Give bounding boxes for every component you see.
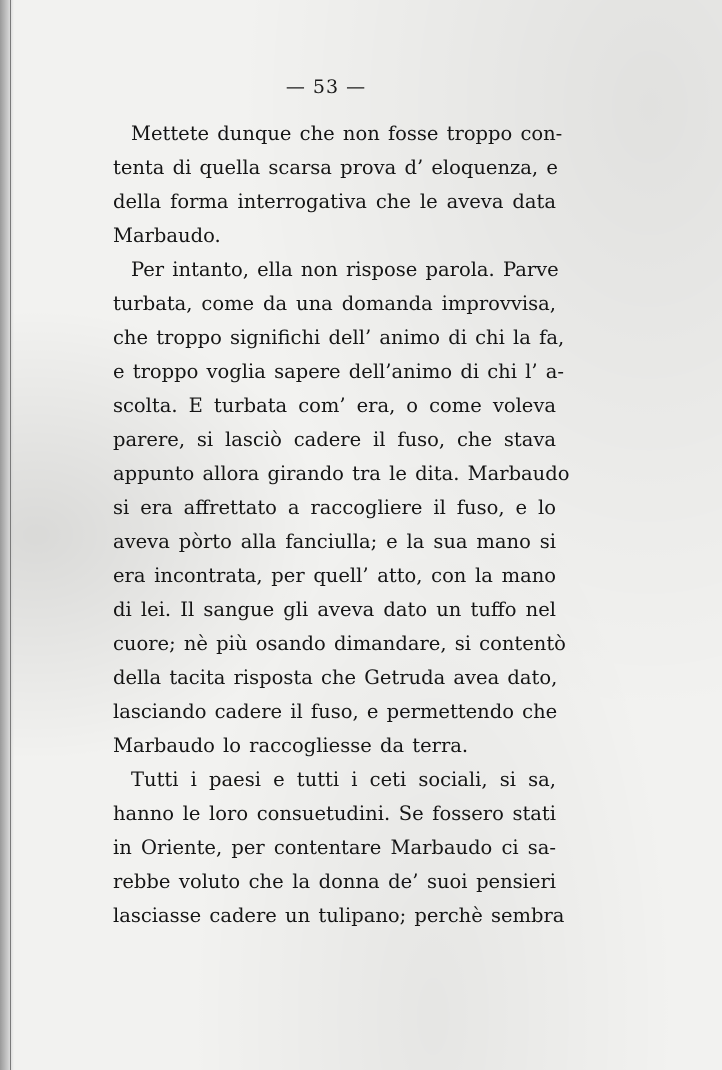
page-gutter-line [10, 0, 11, 1070]
text-line: cuore; nè più osando dimandare, si contentò [113, 632, 566, 655]
text-line: della forma interrogativa che le aveva data [113, 190, 556, 213]
text-line: era incontrata, per quell’ atto, con la mano [113, 564, 556, 587]
text-line: in Oriente, per contentare Marbaudo ci sa- [113, 836, 556, 859]
text-line: Per intanto, ella non rispose parola. Parve [131, 258, 559, 281]
paragraph-1 [113, 117, 563, 253]
text-line: aveva pòrto alla fanciulla; e la sua mano si [113, 530, 556, 553]
text-line: turbata, come da una domanda improvvisa, [113, 292, 556, 315]
text-line: e troppo voglia sapere dell’animo di chi l’ a- [113, 360, 565, 383]
text-line: parere, si lasciò cadere il fuso, che stava [113, 428, 556, 451]
text-line: lasciasse cadere un tulipano; perchè sembra [113, 904, 565, 927]
text-line: si era affrettato a raccogliere il fuso, e lo [113, 496, 556, 519]
text-line: hanno le loro consuetudini. Se fossero stati [113, 802, 556, 825]
text-line: Marbaudo lo raccogliesse da terra. [113, 734, 469, 757]
text-line: lasciando cadere il fuso, e permettendo che [113, 700, 558, 723]
paragraph-3 [113, 763, 565, 933]
text-line: Tutti i paesi e tutti i ceti sociali, si sa, [131, 768, 556, 791]
page-number: — 53 — [285, 76, 367, 98]
paragraph-2 [113, 253, 570, 763]
text-line: che troppo significhi dell’ animo di chi la fa, [113, 326, 565, 349]
text-line: scolta. E turbata com’ era, o come voleva [113, 394, 556, 417]
text-line: rebbe voluto che la donna de’ suoi pensieri [113, 870, 556, 893]
text-line: appunto allora girando tra le dita. Marbaudo [113, 462, 570, 485]
text-line: Mettete dunque che non fosse troppo con- [131, 122, 563, 145]
body-text [113, 117, 570, 933]
text-line: Marbaudo. [113, 224, 221, 247]
text-line: tenta di quella scarsa prova d’ eloquenza, e [113, 156, 558, 179]
text-line: della tacita risposta che Getruda avea dato, [113, 666, 558, 689]
page-gutter-shadow [0, 0, 14, 1070]
text-line: di lei. Il sangue gli aveva dato un tuffo nel [113, 598, 556, 621]
